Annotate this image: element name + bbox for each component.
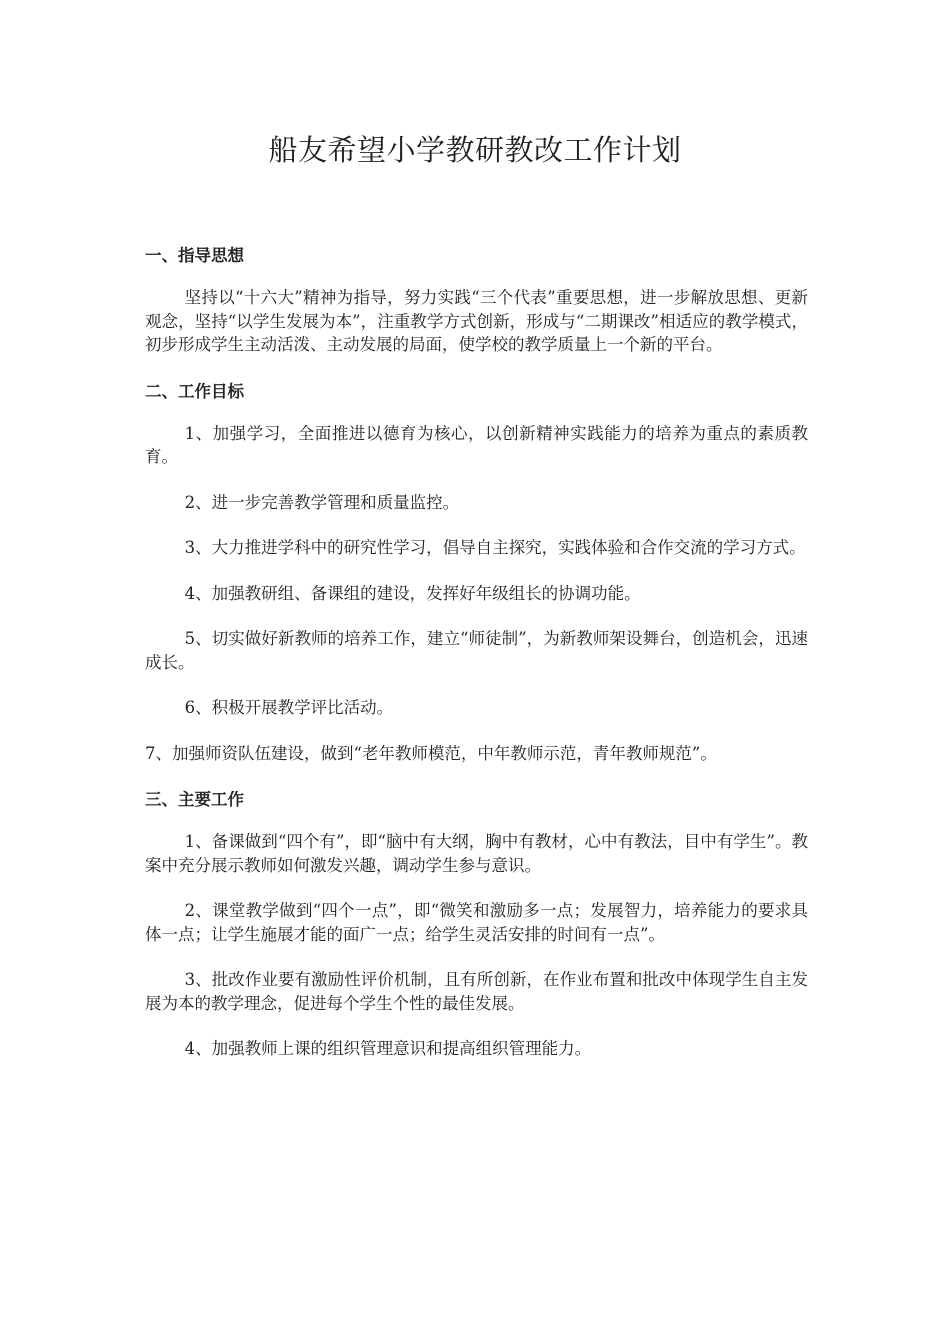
goal-item: 2、进一步完善教学管理和质量监控。 <box>184 492 460 512</box>
document-title: 船友希望小学教研教改工作计划 <box>268 133 682 167</box>
work-item: 1、备课做到“四个有”，即“脑中有大纲，胸中有教材，心中有教法，目中有学生”。教案中充分展示教师如何激发兴趣，调动学生参与意识。 <box>145 832 808 875</box>
work-item: 2、课堂教学做到“四个一点”，即“微笑和激励多一点；发展智力，培养能力的要求具体一点；让学生施展才能的面广一点；给学生灵活安排的时间有一点”。 <box>145 901 808 944</box>
goal-item: 1、加强学习，全面推进以德育为核心，以创新精神实践能力的培养为重点的素质教育。 <box>145 423 808 466</box>
section-heading-main-work: 三、主要工作 <box>145 790 244 809</box>
section-heading-work-goals: 二、工作目标 <box>145 381 244 401</box>
goal-item: 5、切实做好新教师的培养工作，建立“师徒制”，为新教师架设舞台，创造机会，迅速成长。 <box>145 629 808 672</box>
paragraph: 坚持以“十六大”精神为指导，努力实践“三个代表”重要思想，进一步解放思想、更新观念，坚持“以学生发展为本”，注重教学方式创新，形成与“二期课改”相适应的教学模式，初步形成学生主动活泼、主动发展的局面，使学校的教学质量上一个新的平台。 <box>145 288 808 354</box>
goal-item: 6、积极开展教学评比活动。 <box>184 698 394 717</box>
goal-item: 4、加强教研组、备课组的建设，发挥好年级组长的协调功能。 <box>184 583 641 603</box>
work-item: 4、加强教师上课的组织管理意识和提高组织管理能力。 <box>184 1039 592 1058</box>
goal-item: 7、加强师资队伍建设，做到“老年教师模范，中年教师示范，青年教师规范”。 <box>145 743 717 763</box>
section-heading-guiding-ideology: 一、指导思想 <box>145 246 244 265</box>
document-body <box>145 243 808 1083</box>
goal-item: 3、大力推进学科中的研究性学习，倡导自主探究，实践体验和合作交流的学习方式。 <box>184 538 806 557</box>
work-item: 3、批改作业要有激励性评价机制，且有所创新，在作业布置和批改中体现学生自主发展为本的教学理念，促进每个学生个性的最佳发展。 <box>145 970 808 1013</box>
